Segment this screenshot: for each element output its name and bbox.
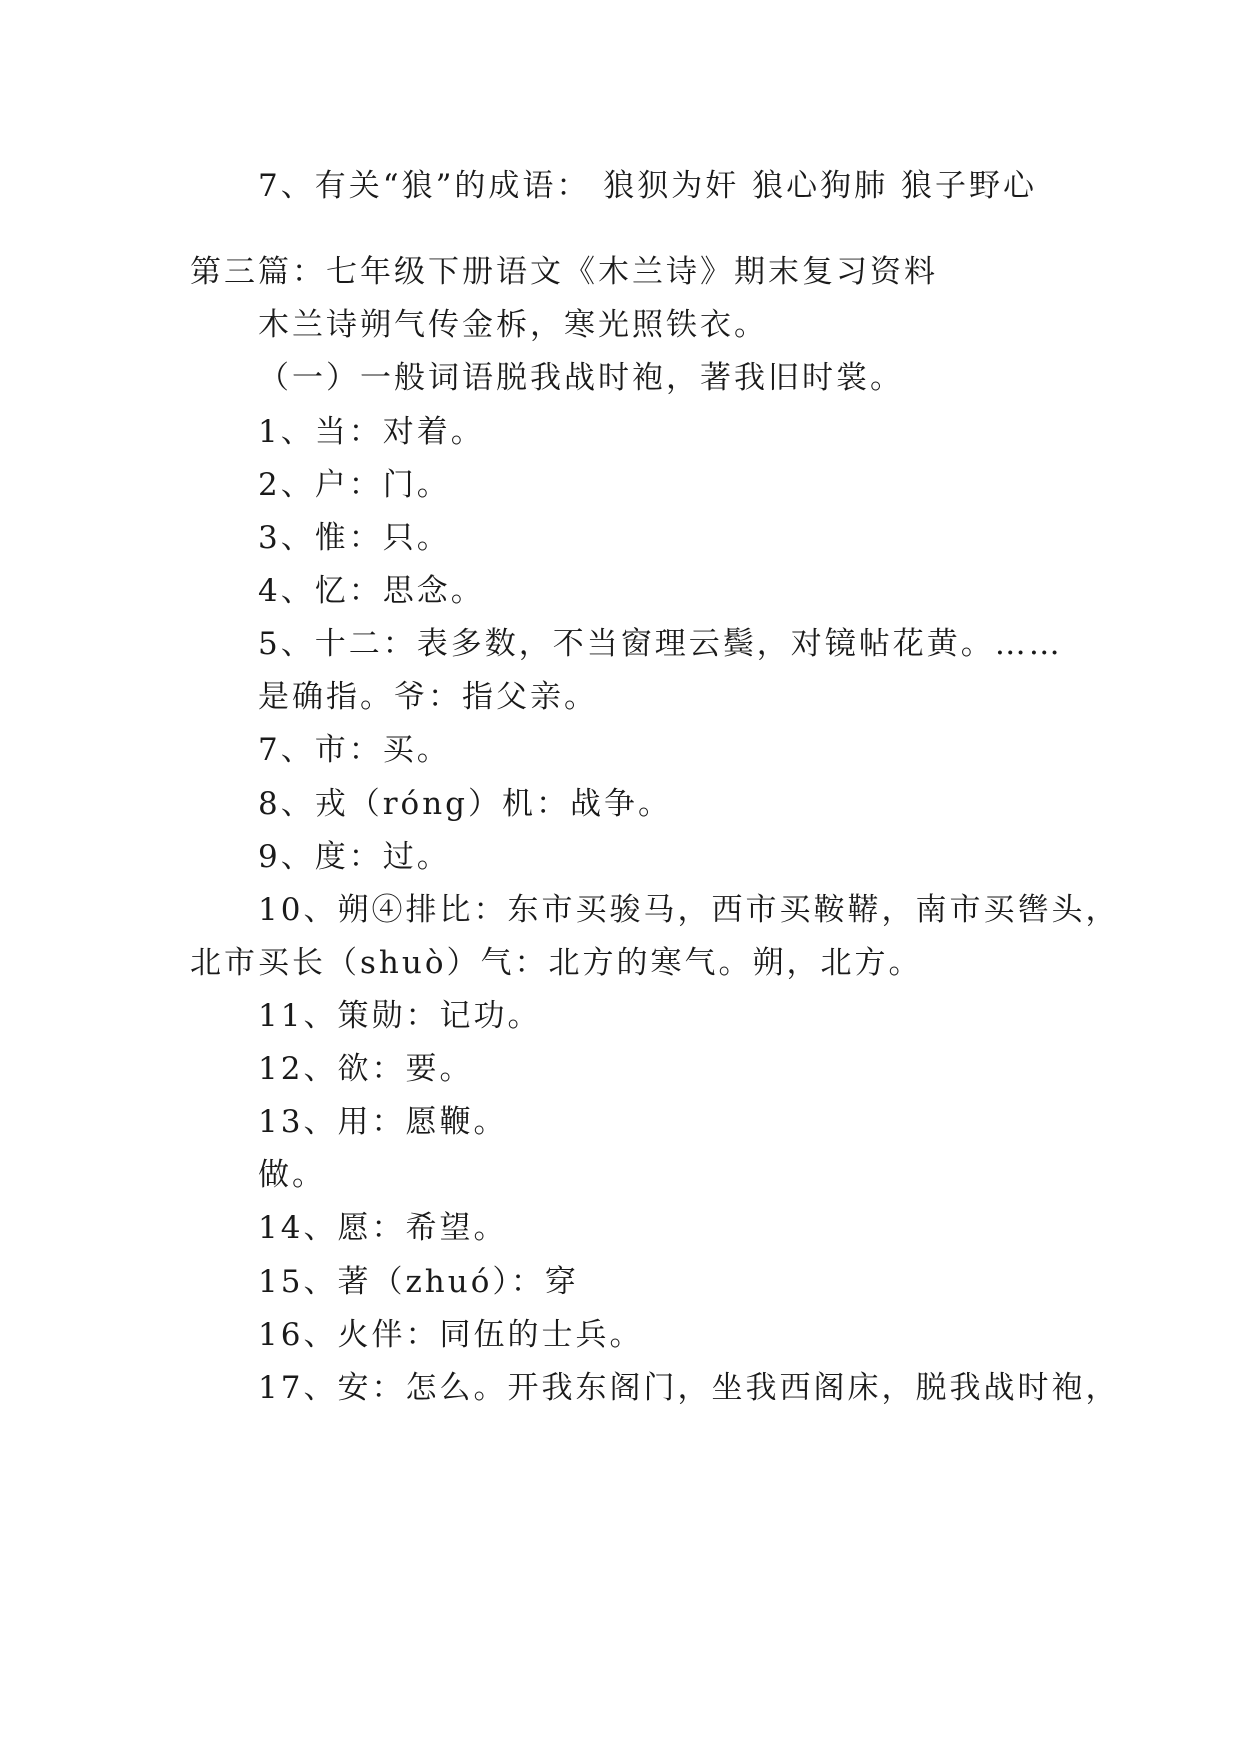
vocab-item: 2、户：门。: [258, 467, 451, 503]
vocab-item: 8、戎（róng）机：战争。: [258, 786, 673, 822]
vocab-item: 13、用：愿鞭。: [258, 1104, 508, 1140]
vocab-item: 7、市：买。: [258, 732, 451, 768]
vocab-item: 14、愿：希望。: [258, 1210, 508, 1246]
vocab-item: 3、惟：只。: [258, 520, 451, 556]
vocab-item: 1、当：对着。: [258, 414, 485, 450]
vocab-item: 5、十二：表多数，不当窗理云鬓，对镜帖花黄。……: [258, 626, 1063, 662]
vocab-item: 11、策勋：记功。: [258, 998, 542, 1034]
subsection-heading: （一）一般词语脱我战时袍，著我旧时裳。: [258, 360, 904, 396]
vocab-item: 16、火伴：同伍的士兵。: [258, 1317, 644, 1353]
idiom-line: 7、有关“狼”的成语： 狼狈为奸 狼心狗肺 狼子野心: [258, 168, 1037, 204]
vocab-item: 9、度：过。: [258, 839, 451, 875]
vocab-item-continued: 北市买长（shuò）气：北方的寒气。朔，北方。: [190, 945, 923, 981]
poem-line: 木兰诗朔气传金柝，寒光照铁衣。: [258, 307, 768, 343]
vocab-item-continued: 是确指。爷：指父亲。: [258, 679, 598, 715]
section-heading: 第三篇：七年级下册语文《木兰诗》期末复习资料: [190, 254, 938, 290]
vocab-item: 15、著（zhuó）：穿: [258, 1264, 579, 1300]
vocab-item-continued: 做。: [258, 1157, 326, 1193]
vocab-item: 4、忆：思念。: [258, 573, 485, 609]
vocab-item: 17、安：怎么。开我东阁门，坐我西阁床，脱我战时袍，: [258, 1370, 1120, 1406]
vocab-item: 12、欲：要。: [258, 1051, 474, 1087]
vocab-item: 10、朔④排比：东市买骏马，西市买鞍鞯，南市买辔头，: [258, 892, 1120, 928]
